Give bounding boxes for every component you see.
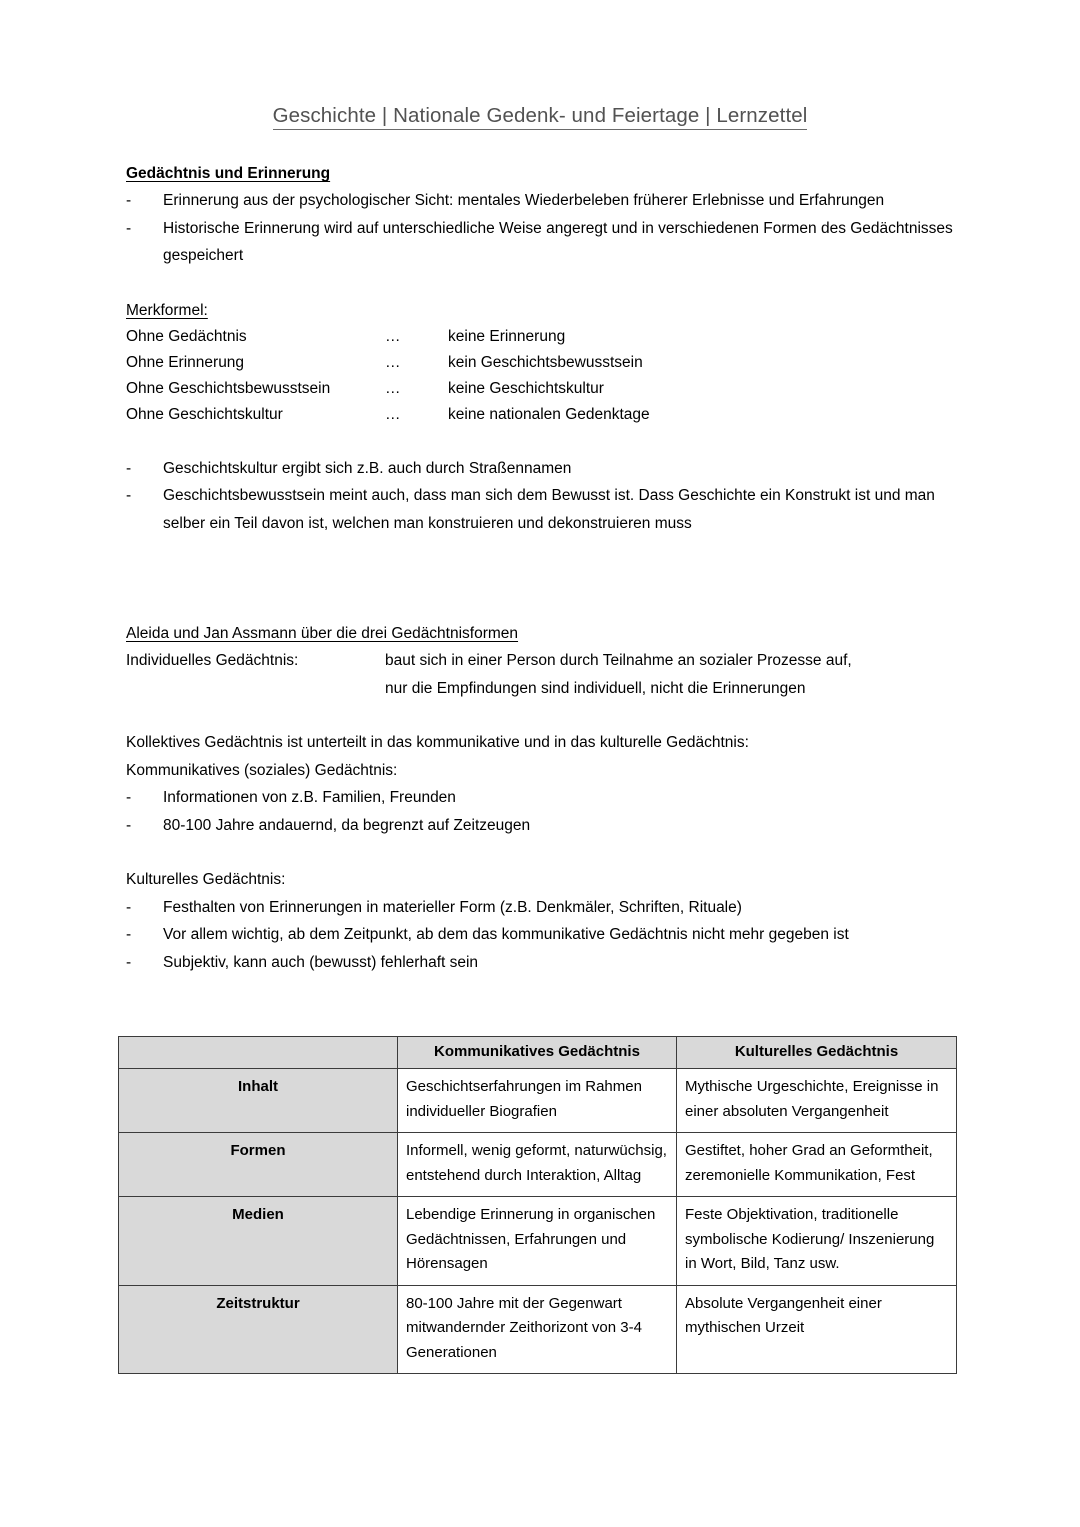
merkformel-row	[126, 350, 966, 376]
list-item	[126, 949, 966, 977]
table-row-label: Medien	[119, 1197, 398, 1286]
spacer	[126, 537, 966, 593]
definition-label: Individuelles Gedächtnis:	[126, 652, 299, 669]
page-title-text: Geschichte | Nationale Gedenk- und Feiertage | Lernzettel	[273, 104, 808, 130]
list-item-text: Geschichtskultur ergibt sich z.B. auch durch Straßennamen	[163, 459, 572, 477]
merkformel-definition: kein Geschichtsbewusstsein	[448, 353, 643, 371]
list-item-text: Festhalten von Erinnerungen in materieller Form (z.B. Denkmäler, Schriften, Rituale)	[163, 898, 742, 916]
list-item	[126, 455, 966, 483]
table-cell-communicative: Informell, wenig geformt, naturwüchsig, entstehend durch Interaktion, Alltag	[398, 1133, 677, 1197]
merkformel-dots: …	[385, 379, 401, 397]
list-item-text: 80-100 Jahre andauernd, da begrenzt auf Zeitzeugen	[163, 816, 531, 834]
table-cell-communicative: Geschichtserfahrungen im Rahmen individueller Biografien	[398, 1069, 677, 1133]
table-row	[119, 1069, 957, 1133]
table-row-label: Zeitstruktur	[119, 1285, 398, 1374]
list-item	[126, 215, 966, 270]
list-item-text: Subjektiv, kann auch (bewusst) fehlerhaft sein	[163, 953, 479, 971]
spacer	[126, 270, 966, 297]
table-cell-cultural: Feste Objektivation, traditionelle symbolische Kodierung/ Inszenierung in Wort, Bild, Tanz usw.	[677, 1197, 957, 1286]
list-item	[126, 894, 966, 922]
table-cell-cultural: Gestiftet, hoher Grad an Geformtheit, zeremonielle Kommunikation, Fest	[677, 1133, 957, 1197]
table-row-label: Formen	[119, 1133, 398, 1197]
bullet-dash-icon: -	[126, 219, 132, 237]
merkformel-dots: …	[385, 353, 401, 371]
table-cell-cultural: Absolute Vergangenheit einer mythischen Urzeit	[677, 1285, 957, 1374]
table-header-cultural: Kulturelles Gedächtnis	[677, 1037, 957, 1069]
list-item	[126, 784, 966, 812]
bullet-list-memory	[126, 187, 966, 270]
merkformel-dots: …	[385, 327, 401, 345]
definition-text: baut sich in einer Person durch Teilnahme an sozialer Prozesse auf,	[385, 652, 852, 669]
merkformel-row	[126, 324, 966, 350]
communicative-label: Kommunikatives (soziales) Gedächtnis:	[126, 761, 398, 779]
spacer	[126, 428, 966, 455]
merkformel-term: Ohne Geschichtskultur	[126, 405, 283, 423]
table-cell-communicative: 80-100 Jahre mit der Gegenwart mitwandernder Zeithorizont von 3-4 Generationen	[398, 1285, 677, 1374]
bullet-list-merkformel	[126, 455, 966, 538]
bullet-dash-icon: -	[126, 926, 132, 943]
merkformel-definition: keine nationalen Gedenktage	[448, 405, 650, 423]
bullet-dash-icon: -	[126, 953, 132, 971]
merkformel-term: Ohne Erinnerung	[126, 353, 245, 371]
definition-row-individual-cont	[126, 675, 966, 703]
table-header-blank	[119, 1037, 398, 1069]
list-item	[126, 921, 966, 949]
list-item-text: Vor allem wichtig, ab dem Zeitpunkt, ab dem das kommunikative Gedächtnis nicht mehr gegeben ist	[163, 926, 849, 943]
section-heading-assmann: Aleida und Jan Assmann über die drei Gedächtnisformen	[126, 625, 519, 642]
bullet-dash-icon: -	[126, 459, 132, 477]
bullet-dash-icon: -	[126, 192, 132, 209]
table-header-row	[119, 1037, 957, 1069]
merkformel-definition: keine Geschichtskultur	[448, 379, 604, 397]
table-row	[119, 1285, 957, 1374]
section-heading-memory: Gedächtnis und Erinnerung	[126, 165, 331, 182]
page-title	[0, 104, 1080, 128]
merkformel-definition: keine Erinnerung	[448, 327, 566, 345]
bullet-dash-icon: -	[126, 487, 132, 504]
definition-label-empty	[126, 675, 385, 703]
document-body	[126, 160, 966, 976]
list-item-text: Geschichtsbewusstsein meint auch, dass man sich dem Bewusst ist. Dass Geschichte ein Konstrukt ist und man selber ein Teil davon ist, welchen man konstruieren und dekonstruieren muss	[163, 487, 935, 532]
table-row-label: Inhalt	[119, 1069, 398, 1133]
cultural-label: Kulturelles Gedächtnis:	[126, 871, 286, 888]
collective-intro-text: Kollektives Gedächtnis ist unterteilt in das kommunikative und in das kulturelle Gedächtnis:	[126, 734, 749, 751]
bullet-list-cultural	[126, 894, 966, 977]
table-row	[119, 1133, 957, 1197]
spacer	[126, 593, 966, 620]
table-cell-cultural: Mythische Urgeschichte, Ereignisse in einer absoluten Vergangenheit	[677, 1069, 957, 1133]
table-header-communicative: Kommunikatives Gedächtnis	[398, 1037, 677, 1069]
definition-row-individual	[126, 647, 966, 675]
merkformel-term: Ohne Geschichtsbewusstsein	[126, 379, 331, 397]
list-item-text: Historische Erinnerung wird auf unterschiedliche Weise angeregt und in verschiedenen Formen des Gedächtnisses gespeichert	[163, 219, 953, 264]
list-item-text: Informationen von z.B. Familien, Freunden	[163, 789, 456, 806]
merkformel-term: Ohne Gedächtnis	[126, 327, 247, 345]
bullet-dash-icon: -	[126, 898, 132, 916]
definition-text: nur die Empfindungen sind individuell, nicht die Erinnerungen	[385, 679, 806, 697]
section-heading-merkformel: Merkformel:	[126, 301, 208, 319]
merkformel-row	[126, 376, 966, 402]
spacer	[126, 839, 966, 866]
table-row	[119, 1197, 957, 1286]
list-item	[126, 812, 966, 840]
merkformel-row	[126, 402, 966, 428]
spacer	[126, 702, 966, 729]
merkformel-dots: …	[385, 405, 401, 423]
bullet-list-communicative	[126, 784, 966, 839]
list-item	[126, 482, 966, 537]
bullet-dash-icon: -	[126, 789, 132, 806]
comparison-table	[118, 1036, 957, 1374]
bullet-dash-icon: -	[126, 816, 132, 834]
list-item	[126, 187, 966, 215]
list-item-text: Erinnerung aus der psychologischer Sicht: mentales Wiederbeleben früherer Erlebnisse und Erfahrungen	[163, 192, 885, 209]
table-cell-communicative: Lebendige Erinnerung in organischen Gedächtnissen, Erfahrungen und Hörensagen	[398, 1197, 677, 1286]
